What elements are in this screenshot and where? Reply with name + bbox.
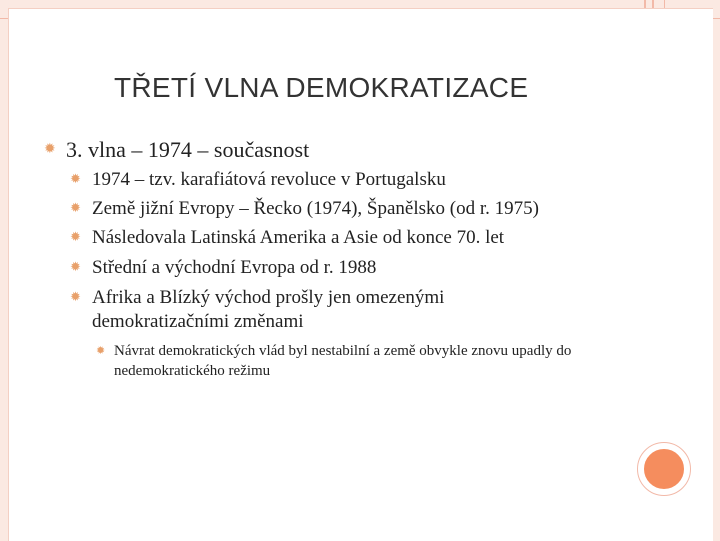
sub-bullet-3 <box>70 226 504 250</box>
bullet-level1-text: 3. vlna – 1974 – současnost <box>66 137 310 162</box>
sub-bullet-1 <box>70 168 446 192</box>
sun-bullet-icon: ✹ <box>70 200 81 215</box>
slide-title: TŘETÍ VLNA DEMOKRATIZACE <box>114 72 529 103</box>
sub-bullet-2 <box>70 197 539 221</box>
sub-bullet-text: Země jižní Evropy – Řecko (1974), Španělsko (od r. 1975) <box>92 198 539 219</box>
sub-bullet-4 <box>70 256 376 280</box>
sun-bullet-icon: ✹ <box>70 259 81 274</box>
sub-bullet-text: Afrika a Blízký východ prošly jen omezenými demokratizačními změnami <box>92 287 445 332</box>
sun-bullet-icon: ✹ <box>44 142 56 157</box>
sub-bullet-text: Následovala Latinská Amerika a Asie od konce 70. let <box>92 227 505 248</box>
sun-bullet-icon: ✹ <box>70 171 81 186</box>
sun-bullet-icon: ✹ <box>70 289 81 304</box>
decor-orange-circle <box>641 446 687 492</box>
sub-bullet-text: 1974 – tzv. karafiátová revoluce v Portugalsku <box>92 169 446 190</box>
sub-bullet-5 <box>70 286 562 334</box>
sub-sub-bullet-text: Návrat demokratických vlád byl nestabilní a země obvykle znovu upadly do nedemokratického režimu <box>114 343 572 379</box>
sun-bullet-icon: ✹ <box>70 229 81 244</box>
sub-sub-bullet <box>96 342 634 381</box>
bullet-level1 <box>44 136 309 164</box>
sub-bullet-text: Střední a východní Evropa od r. 1988 <box>92 257 377 278</box>
sun-bullet-icon: ✹ <box>96 345 106 357</box>
